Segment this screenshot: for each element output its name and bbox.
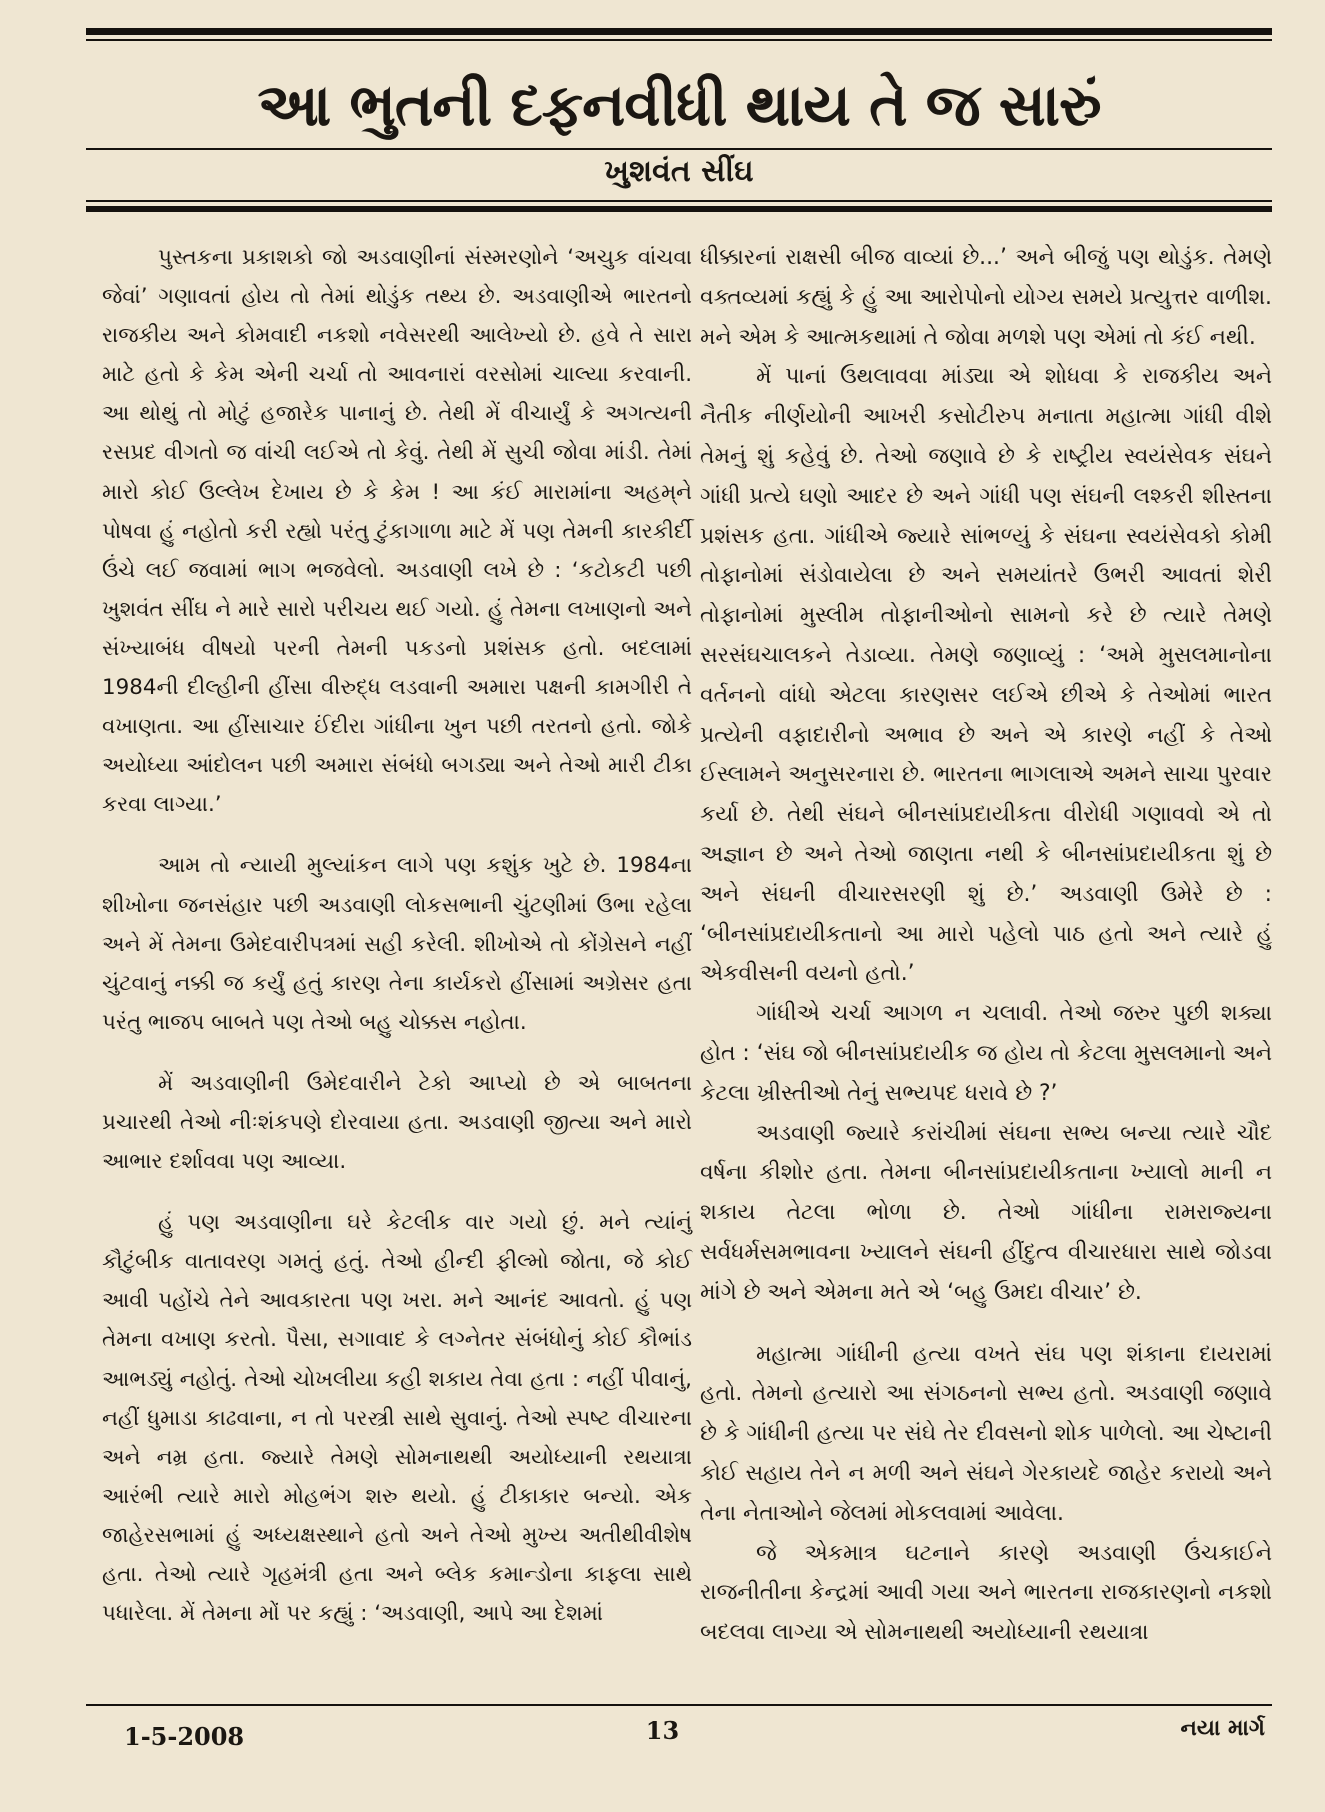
article-title: આ ભુતની દફનવીધી થાય તે જ સારું bbox=[257, 71, 1101, 139]
paragraph: આમ તો ન્યાયી મુલ્યાંકન લાગે પણ કશુંક ખુટે છે. 1984ના શીખોના જનસંહાર પછી અડવાણી લોકસભાની ચુંટણીમાં ઉભા રહેલા અને મેં તેમના ઉમેદવારીપત્રમાં સહી કરેલી. શીખોએ તો કોંગ્રેસને નહીં ચુંટવાનું નક્કી જ કર્યું હતું કારણ તેના કાર્યકરો હીંસામાં અગ્રેસર હતા પરંતુ ભાજપ બાબતે પણ તેઓ બહુ ચોક્કસ નહોતા. bbox=[102, 853, 692, 1035]
issue-date: 1-5-2008 bbox=[124, 1722, 245, 1751]
paragraph: મેં પાનાં ઉથલાવવા માંડ્યા એ શોધવા કે રાજકીય અને નૈતીક નીર્ણયોની આખરી કસોટીરુપ મનાતા મહાત્મા ગાંધી વીશે તેમનું શું કહેવું છે. તેઓ જણાવે છે કે રાષ્ટ્રીય સ્વયંસેવક સંઘને ગાંધી પ્રત્યે ઘણો આદર છે અને ગાંધી પણ સંઘની લશ્કરી શીસ્તના પ્રશંસક હતા. ગાંધીએ જ્યારે સાંભળ્યું કે સંઘના સ્વયંસેવકો કોમી તોફાનોમાં સંડોવાયેલા છે અને સમયાંતરે ઉભરી આવતાં શેરી તોફાનોમાં મુસ્લીમ તોફાનીઓનો સામનો કરે છે ત્યારે તેમણે સરસંઘચાલકને તેડાવ્યા. તેમણે જણાવ્યું : ‘અમે મુસલમાનોના વર્તનનો વાંધો એટલા કારણસર લઈએ છીએ કે તેઓમાં ભારત પ્રત્યેની વફાદારીનો અભાવ છે અને એ કારણે નહીં કે તેઓ ઈસ્લામને અનુસરનારા છે. ભારતના ભાગલાએ અમને સાચા પુરવાર કર્યા છે. તેથી સંઘને બીનસાંપ્રદાયીકતા વીરોધી ગણાવવો એ તો અજ્ઞાન છે અને તેઓ જાણતા નથી કે બીનસાંપ્રદાયીકતા શું છે અને સંઘની વીચારસરણી શું છે.’ અડવાણી ઉમેરે છે : ‘બીનસાંપ્રદાયીકતાનો આ મારો પહેલો પાઠ હતો અને ત્યારે હું એકવીસની વયનો હતો.’ bbox=[700, 364, 1272, 987]
paragraph: હું પણ અડવાણીના ઘરે કેટલીક વાર ગયો છું. મને ત્યાંનું કૌટુંબીક વાતાવરણ ગમતું હતું. તેઓ હીન્દી ફીલ્મો જોતા, જે કોઈ આવી પહોંચે તેને આવકારતા પણ ખરા. મને આનંદ આવતો. હું પણ તેમના વખાણ કરતો. પૈસા, સગાવાદ કે લગ્નેતર સંબંધોનું કોઈ કૌભાંડ આભડ્યું નહોતું. તેઓ ચોખલીયા કહી શકાય તેવા હતા : નહીં પીવાનું, નહીં ધુમાડા કાઢવાના, ન તો પરસ્ત્રી સાથે સુવાનું. તેઓ સ્પષ્ટ વીચારના અને નમ્ર હતા. જ્યારે તેમણે સોમનાથથી અયોધ્યાની રથયાત્રા આરંભી ત્યારે મારો મોહભંગ શરુ થયો. હું ટીકાકાર બન્યો. એક જાહેરસભામાં હું અધ્યક્ષસ્થાને હતો અને તેઓ મુખ્ય અતીથીવીશેષ હતા. તેઓ ત્યારે ગૃહમંત્રી હતા અને બ્લેક કમાન્ડોના કાફલા સાથે પધારેલા. મેં તેમના મોં પર કહ્યું : ‘અડવાણી, આપે આ દેશમાં bbox=[102, 1210, 692, 1627]
paragraph: પુસ્તકના પ્રકાશકો જો અડવાણીનાં સંસ્મરણોને ‘અચુક વાંચવા જેવાં’ ગણાવતાં હોય તો તેમાં થોડુંક તથ્ય છે. અડવાણીએ ભારતનો રાજકીય અને કોમવાદી નકશો નવેસરથી આલેખ્યો છે. હવે તે સારા માટે હતો કે કેમ એની ચર્ચા તો આવનારાં વરસોમાં ચાલ્યા કરવાની. આ થોથું તો મોટું હજારેક પાનાનું છે. તેથી મેં વીચાર્યું કે અગત્યની રસપ્રદ વીગતો જ વાંચી લઈએ તો કેવું. તેથી મેં સુચી જોવા માંડી. તેમાં મારો કોઈ ઉલ્લેખ દેખાય છે કે કેમ ! આ કંઈ મારામાંના અહમ્‌ને પોષવા હું નહોતો કરી રહ્યો પરંતુ ટુંકાગાળા માટે મેં પણ તેમની કારકીર્દી ઉંચે લઈ જવામાં ભાગ ભજવેલો. અડવાણી લખે છે : ‘કટોકટી પછી ખુશવંત સીંઘ ને મારે સારો પરીચય થઈ ગયો. હું તેમના લખાણનો અને સંખ્યાબંધ વીષયો પરની તેમની પકડનો પ્રશંસક હતો. બદલામાં 1984ની દીલ્હીની હીંસા વીરુદ્ધ લડવાની અમારા પક્ષની કામગીરી તે વખાણતા. આ હીંસાચાર ઈંદીરા ગાંધીના ખુન પછી તરતનો હતો. જોકે અયોધ્યા આંદોલન પછી અમારા સંબંધો બગડ્યા અને તેઓ મારી ટીકા કરવા લાગ્યા.’ bbox=[102, 245, 692, 818]
top-rule-thick bbox=[86, 28, 1272, 35]
author-name: ખુશવંત સીંઘ bbox=[604, 154, 754, 189]
author-rule-thin bbox=[86, 200, 1272, 202]
paragraph: મહાત્મા ગાંધીની હત્યા વખતે સંઘ પણ શંકાના દાયરામાં હતો. તેમનો હત્યારો આ સંગઠનનો સભ્ય હતો. અડવાણી જણાવે છે કે ગાંધીની હત્યા પર સંઘે તેર દીવસનો શોક પાળેલો. આ ચેષ્ટાની કોઈ સહાય તેને ન મળી અને સંઘને ગેરકાયદે જાહેર કરાયો અને તેના નેતાઓને જેલમાં મોકલવામાં આવેલા. bbox=[700, 1341, 1272, 1526]
paragraph: ગાંધીએ ચર્ચા આગળ ન ચલાવી. તેઓ જરુર પુછી શક્યા હોત : ‘સંઘ જો બીનસાંપ્રદાયીક જ હોય તો કેટલા મુસલમાનો અને કેટલા ખ્રીસ્તીઓ તેનું સભ્યપદ ધરાવે છે ?’ bbox=[700, 1001, 1272, 1106]
paragraph: જે એકમાત્ર ઘટનાને કારણે અડવાણી ઉંચકાઈને રાજનીતીના કેન્દ્રમાં આવી ગયા અને ભારતના રાજકારણનો નકશો બદલવા લાગ્યા એ સોમનાથથી અયોધ્યાની રથયાત્રા bbox=[700, 1540, 1272, 1646]
paragraph: અડવાણી જ્યારે કરાંચીમાં સંઘના સભ્ય બન્યા ત્યારે ચૌદ વર્ષના કીશોર હતા. તેમના બીનસાંપ્રદાયીકતાના ખ્યાલો માની ન શકાય તેટલા ભોળા છે. તેઓ ગાંધીના રામરાજ્યના સર્વધર્મસમભાવના ખ્યાલને સંઘની હીંદુત્વ વીચારધારા સાથે જોડવા માંગે છે અને એમના મતે એ ‘બહુ ઉમદા વીચાર’ છે. bbox=[700, 1120, 1272, 1305]
author-rule-thick bbox=[86, 206, 1272, 212]
left-column bbox=[102, 238, 692, 1633]
footer-rule bbox=[86, 1704, 1272, 1706]
page-number: 13 bbox=[645, 1716, 680, 1745]
right-column bbox=[700, 238, 1272, 1653]
paragraph: મેં અડવાણીની ઉમેદવારીને ટેકો આપ્યો છે એ બાબતના પ્રચારથી તેઓ નીઃશંકપણે દોરવાયા હતા. અડવાણી જીત્યા અને મારો આભાર દર્શાવવા પણ આવ્યા. bbox=[102, 1070, 692, 1175]
magazine-name: નયા માર્ગ bbox=[1180, 1716, 1265, 1741]
paragraph: ધીક્કારનાં રાક્ષસી બીજ વાવ્યાં છે...’ અને બીજું પણ થોડુંક. તેમણે વક્તવ્યમાં કહ્યું કે હું આ આરોપોનો યોગ્ય સમયે પ્રત્યુત્તર વાળીશ. મને એમ કે આત્મકથામાં તે જોવા મળશે પણ એમાં તો કંઈ નથી. bbox=[700, 245, 1272, 350]
top-rule-thin bbox=[86, 39, 1272, 41]
